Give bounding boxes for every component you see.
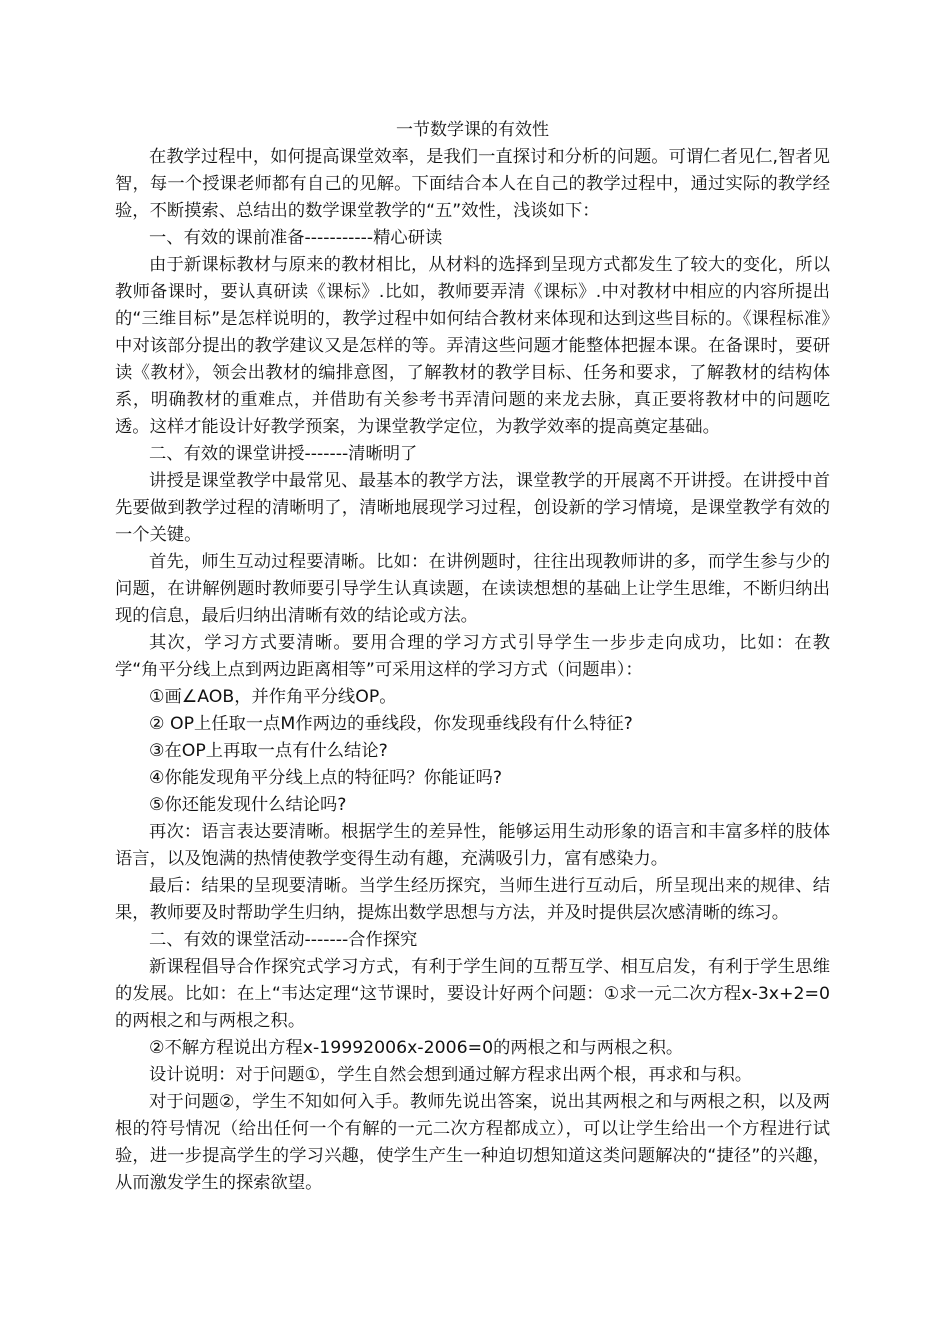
- document-page: [115, 117, 830, 1197]
- section3-heading: 二、有效的课堂活动-------合作探究: [149, 930, 418, 950]
- question-item-5: ⑤你还能发现什么结论吗?: [149, 795, 347, 815]
- question-item-2: ② OP上任取一点M作两边的垂线段，你发现垂线段有什么特征?: [149, 714, 633, 734]
- section1-paragraph: 由于新课标教材与原来的教材相比，从材料的选择到呈现方式都发生了较大的变化，所以教师备课时，要认真研读《课标》.比如，教师要弄清《课标》.中对教材中相应的内容所提出的“三维目标”是怎样说明的，教学过程中如何结合教材来体现和达到这些目标的。《课程标准》中对该部分提出的教学建议又是怎样的等。弄清这些问题才能整体把握本课。在备课时，要研读《教材》，领会出教材的编排意图，了解教材的教学目标、任务和要求，了解教材的结构体系，明确教材的重难点，并借助有关参考书弄清问题的来龙去脉，真正要将教材中的问题吃透。这样才能设计好教学预案，为课堂教学定位，为教学效率的提高奠定基础。: [115, 255, 830, 437]
- section3-paragraph-3: 设计说明：对于问题①，学生自然会想到通过解方程求出两个根，再求和与积。: [149, 1065, 753, 1085]
- section1-heading: 一、有效的课前准备-----------精心研读: [149, 228, 443, 248]
- section3-paragraph-4: 对于问题②，学生不知如何入手。教师先说出答案，说出其两根之和与两根之积，以及两根的符号情况（给出任何一个有解的一元二次方程都成立），可以让学生给出一个方程进行试验，进一步提高学生的学习兴趣，使学生产生一种迫切想知道这类问题解决的“捷径”的兴趣，从而激发学生的探索欲望。: [115, 1092, 830, 1193]
- section2-paragraph-1: 讲授是课堂教学中最常见、最基本的教学方法，课堂教学的开展离不开讲授。在讲授中首先要做到教学过程的清晰明了，清晰地展现学习过程，创设新的学习情境，是课堂教学有效的一个关键。: [115, 471, 830, 545]
- document-title: 一节数学课的有效性: [396, 120, 549, 140]
- intro-paragraph: 在教学过程中，如何提高课堂效率，是我们一直探讨和分析的问题。可谓仁者见仁,智者见智，每一个授课老师都有自己的见解。下面结合本人在自己的教学过程中，通过实际的教学经验，不断摸索、总结出的数学课堂教学的“五”效性，浅谈如下：: [115, 147, 830, 221]
- section2-paragraph-5: 最后：结果的呈现要清晰。当学生经历探究，当师生进行互动后，所呈现出来的规律、结果，教师要及时帮助学生归纳，提炼出数学思想与方法，并及时提供层次感清晰的练习。: [115, 876, 830, 923]
- section3-paragraph-2: ②不解方程说出方程x-19992006x-2006=0的两根之和与两根之积。: [149, 1038, 684, 1058]
- question-item-4: ④你能发现角平分线上点的特征吗？你能证吗?: [149, 768, 503, 788]
- question-item-1: ①画∠AOB，并作角平分线OP。: [149, 687, 397, 707]
- section3-paragraph-1: 新课程倡导合作探究式学习方式，有利于学生间的互帮互学、相互启发，有利于学生思维的发展。比如：在上“韦达定理“这节课时，要设计好两个问题：①求一元二次方程x-3x+2=0的两根之和与两根之积。: [115, 957, 830, 1031]
- section2-paragraph-3: 其次，学习方式要清晰。要用合理的学习方式引导学生一步步走向成功，比如：在教学“角平分线上点到两边距离相等”可采用这样的学习方式（问题串）：: [115, 633, 830, 680]
- section2-heading: 二、有效的课堂讲授-------清晰明了: [149, 444, 418, 464]
- section2-paragraph-4: 再次：语言表达要清晰。根据学生的差异性，能够运用生动形象的语言和丰富多样的肢体语言，以及饱满的热情使教学变得生动有趣，充满吸引力，富有感染力。: [115, 822, 830, 869]
- question-item-3: ③在OP上再取一点有什么结论?: [149, 741, 388, 761]
- section2-paragraph-2: 首先，师生互动过程要清晰。比如：在讲例题时，往往出现教师讲的多，而学生参与少的问题，在讲解例题时教师要引导学生认真读题，在读读想想的基础上让学生思维，不断归纳出现的信息，最后归纳出清晰有效的结论或方法。: [115, 552, 830, 626]
